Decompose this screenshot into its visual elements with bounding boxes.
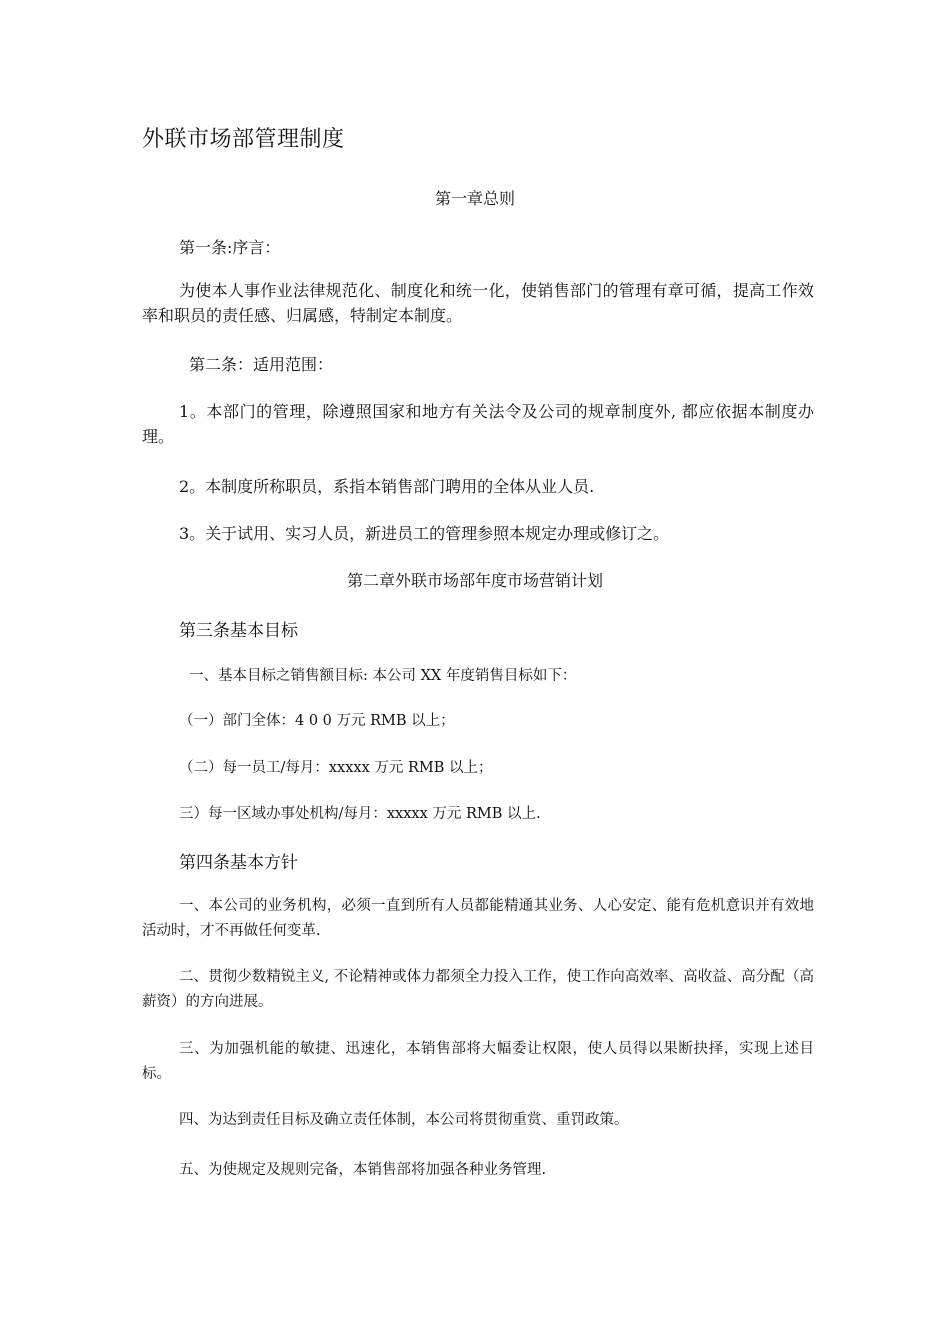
chapter-2-heading: 第二章外联市场部年度市场营销计划	[346, 571, 603, 590]
article-2-item: 2。本制度所称职员，系指本销售部门聘用的全体从业人员.	[179, 477, 595, 496]
article-4-item: 四、为达到责任目标及确立责任体制，本公司将贯彻重赏、重罚政策。	[179, 1112, 629, 1128]
document-title: 外联市场部管理制度	[142, 127, 345, 152]
article-2-item: 1。本部门的管理，除遵照国家和地方有关法令及公司的规章制度外, 都应依据本制度办理。	[142, 402, 814, 446]
article-3-item: 三）每一区域办事处机构/每月：xxxxx 万元 RMB 以上.	[179, 806, 541, 822]
chapter-1-heading: 第一章总则	[434, 189, 515, 208]
article-1-heading: 第一条:序言：	[179, 238, 281, 257]
article-3-heading: 第三条基本目标	[179, 621, 298, 641]
article-2-item: 3。关于试用、实习人员，新进员工的管理参照本规定办理或修订之。	[179, 524, 670, 543]
article-4-item: 一、本公司的业务机构，必须一直到所有人员都能精通其业务、人心安定、能有危机意识并有效地活动时，才不再做任何变革.	[142, 898, 814, 939]
article-1-paragraph: 为使本人事作业法律规范化、制度化和统一化，使销售部门的管理有章可循，提高工作效率和职员的责任感、归属感，特制定本制度。	[142, 281, 814, 325]
article-4-item: 三、为加强机能的敏捷、迅速化，本销售部将大幅委让权限，使人员得以果断抉择，实现上述目标。	[142, 1041, 814, 1082]
article-4-heading: 第四条基本方针	[179, 853, 298, 873]
article-4-item: 五、为使规定及规则完备，本销售部将加强各种业务管理.	[179, 1162, 547, 1178]
article-2-heading: 第二条：适用范围：	[189, 355, 334, 374]
article-3-item: （二）每一员工/每月：xxxxx 万元 RMB 以上；	[179, 760, 493, 776]
article-3-item: 一、基本目标之销售额目标: 本公司 XX 年度销售目标如下：	[189, 668, 577, 684]
article-3-item: （一）部门全体：4 0 0 万元 RMB 以上；	[179, 713, 455, 729]
article-4-item: 二、贯彻少数精锐主义, 不论精神或体力都须全力投入工作，使工作向高效率、高收益、高分配（高薪资）的方向进展。	[142, 969, 814, 1010]
